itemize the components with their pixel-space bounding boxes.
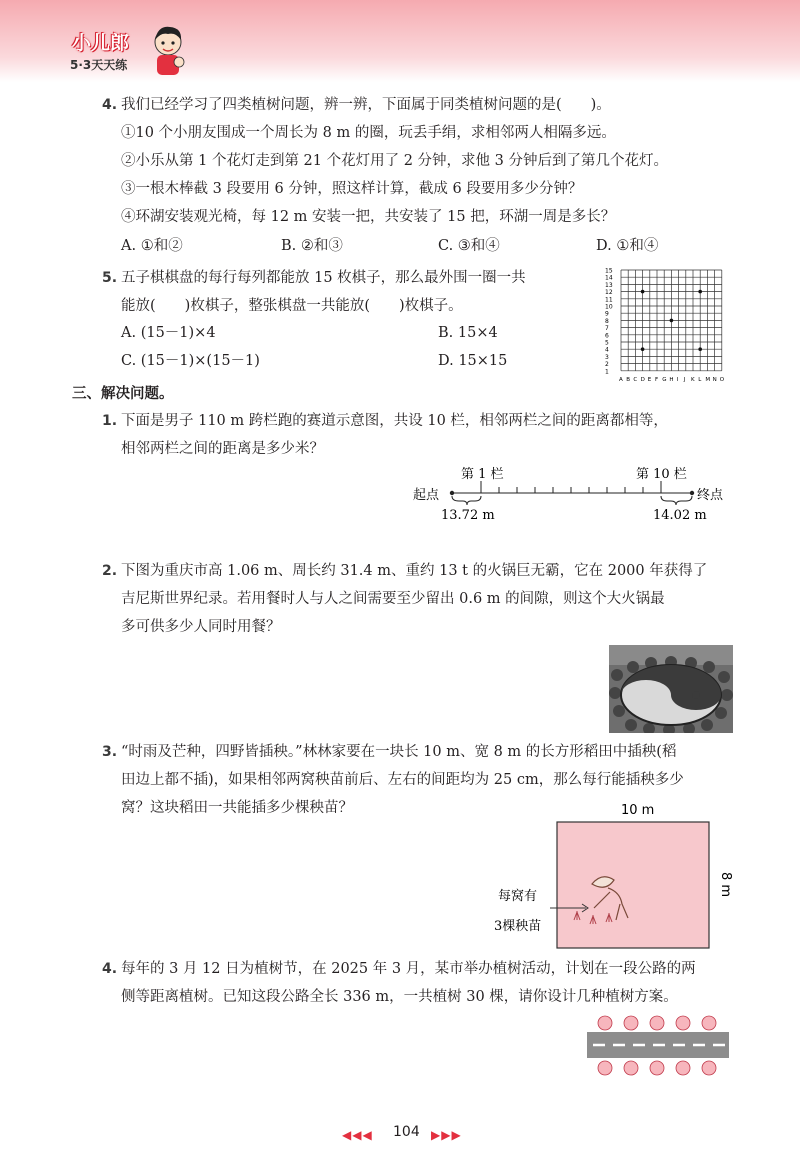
p4-line-2: 侧等距离植树。已知这段公路全长 336 m，一共植树 30 棵，请你设计几种植树方案。: [121, 989, 678, 1005]
p4-line-1: 每年的 3 月 12 日为植树节，在 2025 年 3 月，某市举办植树活动，计划在一段公路的两: [121, 961, 696, 977]
brand-title: 小儿郎: [72, 32, 130, 54]
board-row-label: 3: [605, 353, 609, 361]
p4-number: 4.: [102, 961, 118, 977]
board-col-label: N: [712, 376, 717, 383]
board-row-label: 6: [605, 332, 609, 340]
board-col-label: K: [691, 376, 695, 383]
board-row-label: 12: [605, 289, 613, 297]
figure-first-hurdle-label: 第 1 栏: [461, 467, 504, 482]
field-width-label: 10 m: [621, 803, 655, 818]
q4-option-c[interactable]: C. ③和④: [438, 238, 500, 254]
figure-right-distance: 14.02 m: [653, 508, 707, 523]
q4-option-d[interactable]: D. ①和④: [596, 238, 659, 254]
q4-item-2: ②小乐从第 1 个花灯走到第 21 个花灯用了 2 分钟，求他 3 分钟后到了第几个花灯。: [121, 153, 668, 169]
q5-option-c[interactable]: C. (15－1)×(15－1): [121, 353, 260, 369]
q5-line-2: 能放( )枚棋子，整张棋盘一共能放( )枚棋子。: [121, 298, 463, 314]
board-row-label: 11: [605, 296, 613, 304]
mascot-icon: [148, 22, 188, 78]
q4-item-3: ③一根木棒截 3 段要用 6 分钟，照这样计算，截成 6 段要用多少分钟？: [121, 181, 583, 197]
q4-item-4: ④环湖安装观光椅，每 12 m 安装一把，共安装了 15 把，环湖一周是多长？: [121, 209, 616, 225]
figure-end-label: 终点: [697, 488, 724, 503]
seedling-note-2: 3棵秧苗: [494, 919, 542, 934]
board-col-label: L: [698, 376, 702, 383]
board-row-label: 9: [605, 310, 609, 318]
board-col-label: J: [683, 376, 686, 383]
board-row-label: 4: [605, 346, 609, 354]
board-star-point: [641, 290, 645, 294]
q4-number: 4.: [102, 97, 118, 113]
q5-number: 5.: [102, 270, 118, 286]
board-row-label: 14: [605, 274, 613, 282]
board-col-label: B: [626, 376, 630, 383]
board-row-label: 15: [605, 267, 613, 275]
board-row-label: 13: [605, 281, 613, 289]
p3-line-1: “时雨及芒种，四野皆插秧。”林林家要在一块长 10 m、宽 8 m 的长方形稻田中插秧(稻: [121, 744, 677, 760]
road-trees-figure: [583, 1012, 733, 1078]
board-star-point: [698, 347, 702, 351]
figure-left-distance: 13.72 m: [441, 508, 495, 523]
board-row-label: 7: [605, 325, 609, 333]
board-col-label: F: [655, 376, 659, 383]
hotpot-photo: [609, 645, 733, 733]
board-col-label: O: [719, 376, 725, 383]
figure-start-label: 起点: [413, 488, 440, 503]
p1-line-1: 下面是男子 110 m 跨栏跑的赛道示意图，共设 10 栏，相邻两栏之间的距离都相等，: [121, 413, 668, 429]
p1-line-2: 相邻两栏之间的距离是多少米？: [121, 441, 324, 457]
q4-stem: 我们已经学习了四类植树问题，辨一辨，下面属于同类植树问题的是( )。: [121, 97, 611, 113]
gomoku-board: [603, 264, 733, 388]
q5-option-b[interactable]: B. 15×4: [438, 325, 498, 341]
q5-option-a[interactable]: A. (15－1)×4: [121, 325, 216, 341]
page-number: 104: [393, 1124, 420, 1140]
figure-last-hurdle-label: 第 10 栏: [636, 467, 687, 482]
q4-item-1: ①10 个小朋友围成一个周长为 8 m 的圈，玩丢手绢，求相邻两人相隔多远。: [121, 125, 616, 141]
board-col-label: G: [662, 376, 667, 383]
board-col-label: I: [676, 376, 679, 383]
p2-line-2: 吉尼斯世界纪录。若用餐时人与人之间需要至少留出 0.6 m 的间隙，则这个大火锅最: [121, 591, 665, 607]
board-col-label: M: [705, 376, 711, 383]
board-row-label: 1: [605, 368, 609, 376]
p3-number: 3.: [102, 744, 118, 760]
p2-number: 2.: [102, 563, 118, 579]
hurdle-track-figure: [405, 462, 745, 528]
q4-option-a[interactable]: A. ①和②: [121, 238, 183, 254]
field-height-label: 8 m: [718, 872, 733, 898]
p2-line-1: 下图为重庆市高 1.06 m、周长约 31.4 m、重约 13 t 的火锅巨无霸，它在 2000 年获得了: [121, 563, 708, 579]
board-star-point: [670, 319, 674, 323]
p2-line-3: 多可供多少人同时用餐？: [121, 619, 281, 635]
board-col-label: D: [640, 376, 645, 383]
q5-line-1: 五子棋棋盘的每行每列都能放 15 枚棋子，那么最外围一圈一共: [121, 270, 526, 286]
prev-page-arrows[interactable]: ◀◀◀: [342, 1128, 373, 1142]
board-row-label: 2: [605, 361, 609, 369]
section-title: 三、解决问题。: [72, 386, 174, 402]
board-star-point: [641, 347, 645, 351]
board-col-label: A: [619, 376, 623, 383]
board-row-label: 5: [605, 339, 609, 347]
board-col-label: H: [669, 376, 674, 383]
p1-number: 1.: [102, 413, 118, 429]
board-col-label: E: [647, 376, 652, 383]
seedling-note-1: 每窝有: [498, 889, 538, 904]
rice-field-figure: [490, 800, 740, 952]
board-star-point: [698, 290, 702, 294]
p3-line-3: 窝？这块稻田一共能插多少棵秧苗？: [121, 800, 353, 816]
brand-series: 5·3天天练: [70, 58, 128, 72]
next-page-arrows[interactable]: ▶▶▶: [431, 1128, 462, 1142]
p3-line-2: 田边上都不插)，如果相邻两窝秧苗前后、左右的间距均为 25 cm，那么每行能插秧多少: [121, 772, 684, 788]
board-row-label: 10: [605, 303, 613, 311]
board-col-label: C: [633, 376, 638, 383]
board-row-label: 8: [605, 317, 609, 325]
q5-option-d[interactable]: D. 15×15: [438, 353, 508, 369]
q4-option-b[interactable]: B. ②和③: [281, 238, 343, 254]
